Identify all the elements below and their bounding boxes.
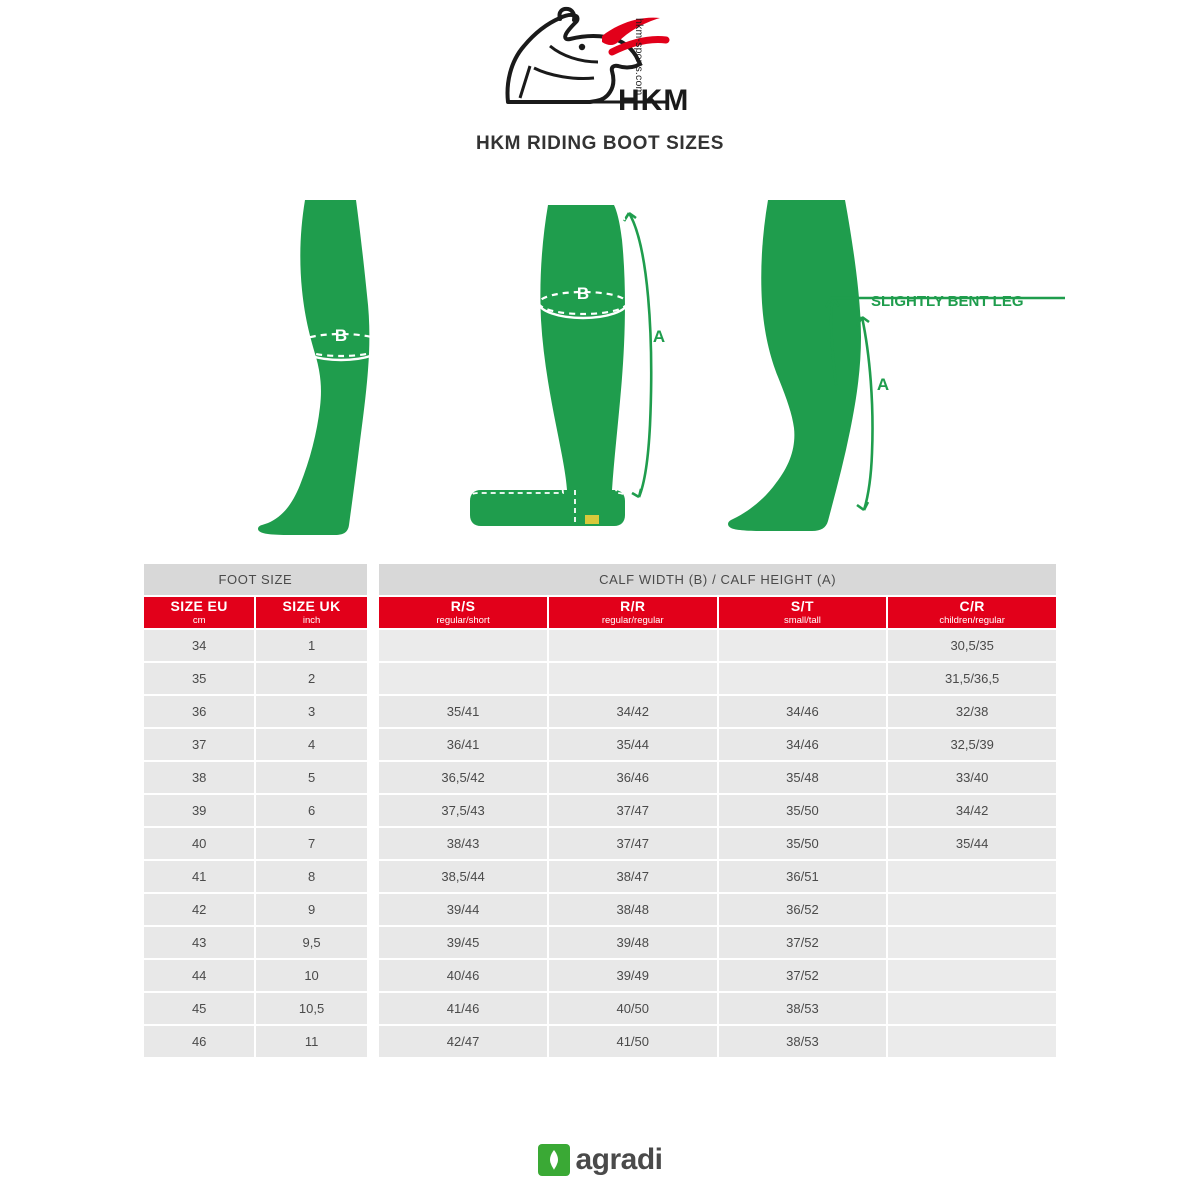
column-spacer [369, 564, 377, 595]
column-header-rr-sub: regular/regular [601, 615, 664, 627]
cell-size-uk: 8 [256, 861, 366, 892]
cell-rr [549, 663, 717, 694]
diagram-svg [0, 185, 1200, 545]
cell-rr: 38/47 [549, 861, 717, 892]
column-header-size-uk-label: SIZE UK [282, 597, 341, 614]
measurement-diagrams [0, 185, 1200, 545]
cell-cr: 33/40 [888, 762, 1056, 793]
cell-cr [888, 927, 1056, 958]
svg-text:HKM: HKM [618, 84, 690, 117]
cell-size-eu: 38 [144, 762, 254, 793]
cell-size-eu: 40 [144, 828, 254, 859]
column-header-st-label: S/T [790, 597, 814, 614]
cell-rr: 34/42 [549, 696, 717, 727]
column-header-rr-label: R/R [620, 597, 646, 614]
figure-straight-leg [258, 200, 391, 535]
cell-rs [379, 630, 547, 661]
cell-cr: 30,5/35 [888, 630, 1056, 661]
column-header-size-uk-unit: inch [302, 615, 321, 627]
table-row [144, 696, 1056, 727]
cell-size-eu: 36 [144, 696, 254, 727]
cell-st: 34/46 [719, 729, 887, 760]
bent-leg-note: SLIGHTLY BENT LEG [871, 293, 1024, 310]
cell-size-uk: 11 [256, 1026, 366, 1057]
cell-size-eu: 35 [144, 663, 254, 694]
column-header-st [719, 597, 887, 628]
column-header-st-sub: small/tall [783, 615, 821, 627]
figure3-label-a: A [876, 375, 890, 394]
cell-cr [888, 1026, 1056, 1057]
table-row [144, 927, 1056, 958]
page-title: HKM RIDING BOOT SIZES [476, 133, 724, 154]
column-header-size-eu-label: SIZE EU [170, 597, 228, 614]
table-group-header-row [144, 564, 1056, 595]
table-row [144, 762, 1056, 793]
size-table [142, 562, 1058, 1059]
cell-size-uk: 4 [256, 729, 366, 760]
cell-st: 35/50 [719, 828, 887, 859]
agradi-leaf-icon [537, 1143, 571, 1177]
cell-rs: 36/41 [379, 729, 547, 760]
brand-logo [0, 6, 1200, 118]
cell-st: 36/52 [719, 894, 887, 925]
group-header-calf: CALF WIDTH (B) / CALF HEIGHT (A) [379, 564, 1056, 595]
cell-cr: 35/44 [888, 828, 1056, 859]
cell-cr [888, 894, 1056, 925]
column-header-size-uk [256, 597, 366, 628]
column-header-size-eu [144, 597, 254, 628]
cell-st: 38/53 [719, 993, 887, 1024]
table-row [144, 663, 1056, 694]
cell-rr: 37/47 [549, 795, 717, 826]
column-spacer [369, 828, 377, 859]
cell-size-uk: 2 [256, 663, 366, 694]
cell-st: 37/52 [719, 927, 887, 958]
cell-st: 38/53 [719, 1026, 887, 1057]
cell-rr: 35/44 [549, 729, 717, 760]
cell-rs: 37,5/43 [379, 795, 547, 826]
cell-rs: 40/46 [379, 960, 547, 991]
column-spacer [369, 696, 377, 727]
column-header-rs [379, 597, 547, 628]
column-spacer [369, 861, 377, 892]
cell-rs: 39/45 [379, 927, 547, 958]
cell-size-uk: 5 [256, 762, 366, 793]
cell-size-eu: 37 [144, 729, 254, 760]
column-header-rs-sub: regular/short [436, 615, 490, 627]
cell-st [719, 663, 887, 694]
cell-size-eu: 44 [144, 960, 254, 991]
table-column-header-row [144, 597, 1056, 628]
figure-boot [466, 203, 665, 529]
column-header-rs-label: R/S [450, 597, 476, 614]
cell-rr [549, 630, 717, 661]
column-spacer [369, 762, 377, 793]
cell-size-eu: 45 [144, 993, 254, 1024]
cell-size-uk: 7 [256, 828, 366, 859]
table-row [144, 630, 1056, 661]
cell-st [719, 630, 887, 661]
cell-rr: 37/47 [549, 828, 717, 859]
cell-size-uk: 9,5 [256, 927, 366, 958]
cell-rs: 35/41 [379, 696, 547, 727]
table-row [144, 861, 1056, 892]
cell-cr [888, 960, 1056, 991]
cell-cr [888, 861, 1056, 892]
cell-st: 34/46 [719, 696, 887, 727]
column-spacer [369, 795, 377, 826]
cell-size-uk: 9 [256, 894, 366, 925]
cell-st: 37/52 [719, 960, 887, 991]
cell-size-uk: 6 [256, 795, 366, 826]
cell-rs: 39/44 [379, 894, 547, 925]
table-row [144, 894, 1056, 925]
cell-rs: 38,5/44 [379, 861, 547, 892]
cell-size-uk: 10,5 [256, 993, 366, 1024]
figure2-label-a: A [652, 327, 666, 346]
table-row [144, 1026, 1056, 1057]
cell-cr: 32/38 [888, 696, 1056, 727]
column-spacer [369, 729, 377, 760]
column-spacer [369, 993, 377, 1024]
column-spacer [369, 1026, 377, 1057]
cell-size-uk: 10 [256, 960, 366, 991]
cell-st: 35/48 [719, 762, 887, 793]
cell-cr [888, 993, 1056, 1024]
figure-bent-leg [728, 200, 1065, 531]
column-header-size-eu-unit: cm [192, 615, 206, 627]
table-row [144, 795, 1056, 826]
cell-size-eu: 41 [144, 861, 254, 892]
cell-size-eu: 46 [144, 1026, 254, 1057]
cell-size-uk: 1 [256, 630, 366, 661]
table-row [144, 729, 1056, 760]
figure2-label-b: B [576, 284, 590, 303]
cell-rs: 42/47 [379, 1026, 547, 1057]
column-header-cr [888, 597, 1056, 628]
column-header-cr-label: C/R [959, 597, 985, 614]
cell-size-eu: 43 [144, 927, 254, 958]
cell-size-eu: 39 [144, 795, 254, 826]
cell-cr: 31,5/36,5 [888, 663, 1056, 694]
table-row [144, 828, 1056, 859]
cell-st: 35/50 [719, 795, 887, 826]
column-spacer [369, 894, 377, 925]
cell-rr: 40/50 [549, 993, 717, 1024]
cell-size-eu: 42 [144, 894, 254, 925]
table-row [144, 960, 1056, 991]
cell-cr: 34/42 [888, 795, 1056, 826]
cell-rs: 36,5/42 [379, 762, 547, 793]
cell-rs: 38/43 [379, 828, 547, 859]
horse-head-icon [490, 6, 710, 118]
figure1-label-b: B [334, 326, 348, 345]
cell-rr: 36/46 [549, 762, 717, 793]
brand-url: hkm-sports.com [633, 18, 645, 96]
column-spacer [369, 630, 377, 661]
cell-size-uk: 3 [256, 696, 366, 727]
column-spacer [369, 960, 377, 991]
cell-rs [379, 663, 547, 694]
cell-st: 36/51 [719, 861, 887, 892]
footer-logo [0, 1143, 1200, 1182]
group-header-foot: FOOT SIZE [144, 564, 367, 595]
footer-brand-text: agradi [575, 1143, 663, 1176]
table-row [144, 993, 1056, 1024]
column-spacer [369, 663, 377, 694]
cell-rr: 39/49 [549, 960, 717, 991]
column-header-rr [549, 597, 717, 628]
column-spacer [369, 927, 377, 958]
cell-size-eu: 34 [144, 630, 254, 661]
column-header-cr-sub: children/regular [939, 615, 1005, 627]
column-spacer [369, 597, 377, 628]
cell-rr: 39/48 [549, 927, 717, 958]
cell-rs: 41/46 [379, 993, 547, 1024]
cell-rr: 38/48 [549, 894, 717, 925]
cell-cr: 32,5/39 [888, 729, 1056, 760]
cell-rr: 41/50 [549, 1026, 717, 1057]
